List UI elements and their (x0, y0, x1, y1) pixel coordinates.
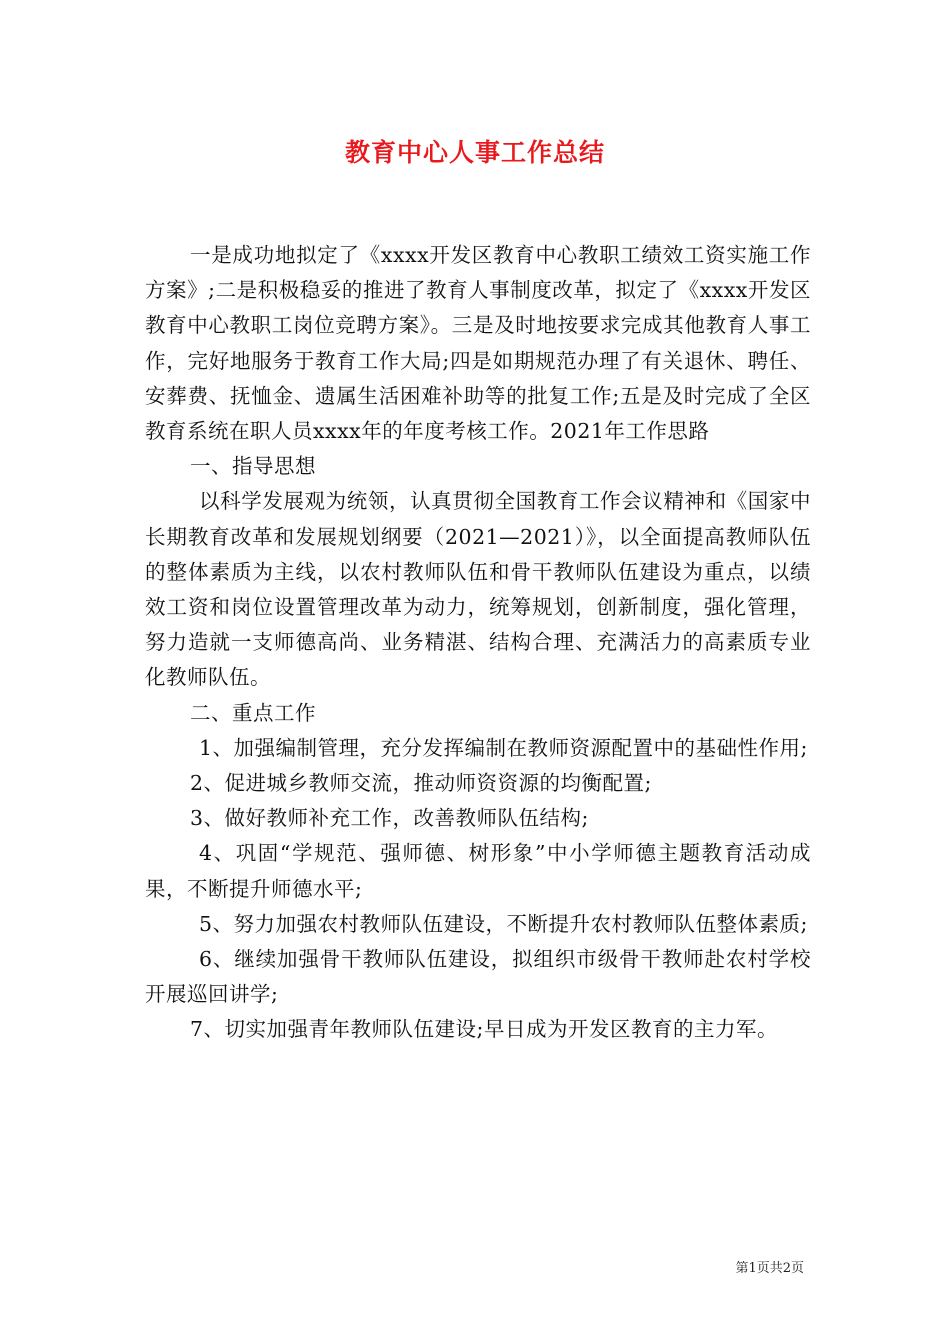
paragraph-summary: 一是成功地拟定了《xxxx开发区教育中心教职工绩效工资实施工作方案》;二是积极稳妥的推进了教育人事制度改革，拟定了《xxxx开发区教育中心教职工岗位竞聘方案》。三是及时地按要求完成其他教育人事工作，完好地服务于教育工作大局;四是如期规范办理了有关退休、聘任、安葬费、抚恤金、遗属生活困难补助等的批复工作;五是及时完成了全区教育系统在职人员xxxx年的年度考核工作。2021年工作思路 (145, 243, 811, 444)
list-item-7: 7、切实加强青年教师队伍建设;早日成为开发区教育的主力军。 (190, 1017, 778, 1042)
list-item-3: 3、做好教师补充工作，改善教师队伍结构; (190, 806, 589, 831)
paragraph-guiding-ideology: 以科学发展观为统领，认真贯彻全国教育工作会议精神和《国家中长期教育改革和发展规划纲要（2021—2021）》，以全面提高教师队伍的整体素质为主线，以农村教师队伍和骨干教师队伍建设为重点，以绩效工资和岗位设置管理改革为动力，统筹规划，创新制度，强化管理，努力造就一支师德高尚、业务精湛、结构合理、充满活力的高素质专业化教师队伍。 (145, 489, 811, 690)
heading-guiding-ideology: 一、指导思想 (190, 454, 316, 479)
list-item-6: 6、继续加强骨干教师队伍建设，拟组织市级骨干教师赴农村学校开展巡回讲学; (145, 947, 811, 1007)
document-body (145, 238, 811, 1048)
page-number: 第1页共2页 (735, 1261, 804, 1276)
list-item-2: 2、促进城乡教师交流，推动师资资源的均衡配置; (190, 771, 652, 796)
list-item-1: 1、加强编制管理，充分发挥编制在教师资源配置中的基础性作用; (199, 735, 808, 760)
heading-key-work: 二、重点工作 (190, 700, 316, 725)
page-title: 教育中心人事工作总结 (344, 138, 605, 167)
list-item-4: 4、巩固“学规范、强师德、树形象”中小学师德主题教育活动成果，不断提升师德水平; (145, 841, 811, 901)
list-item-5: 5、努力加强农村教师队伍建设，不断提升农村教师队伍整体素质; (199, 911, 808, 936)
